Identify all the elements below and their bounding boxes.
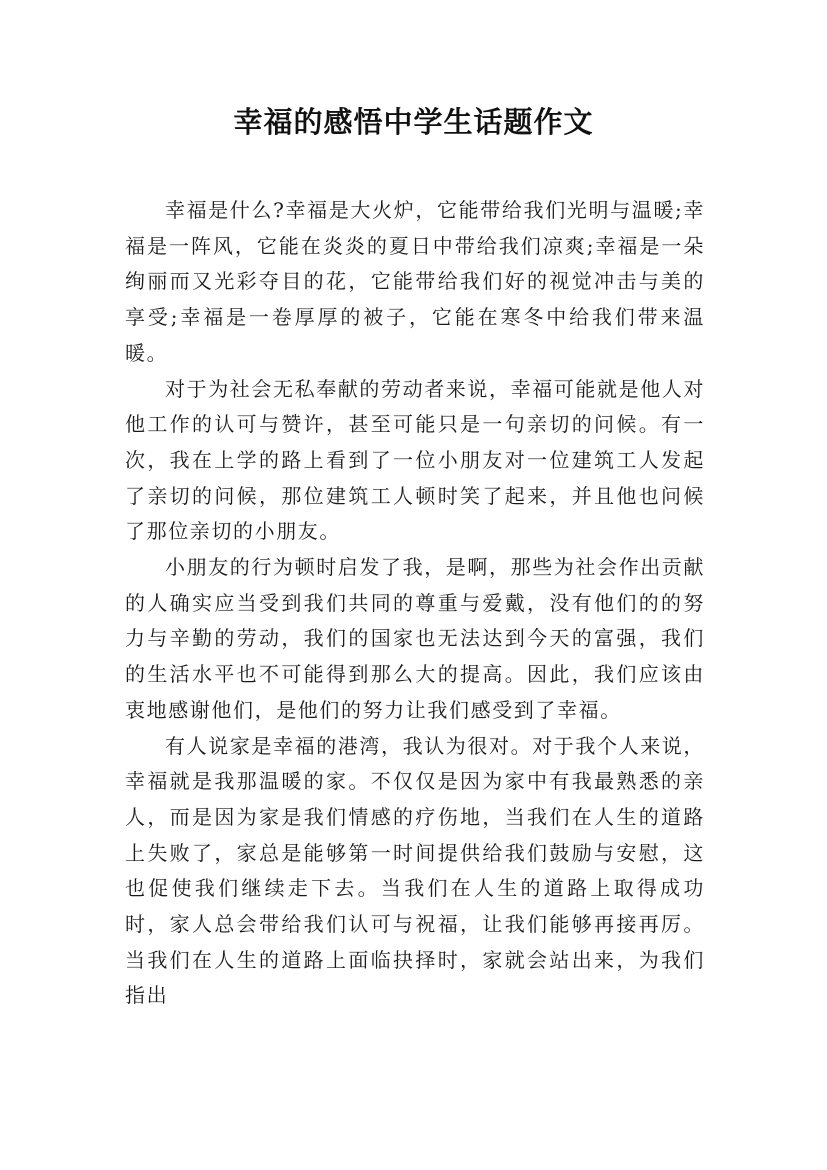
paragraph-1: 幸福是什么?幸福是大火炉，它能带给我们光明与温暖;幸福是一阵风，它能在炎炎的夏日中带给我们凉爽;幸福是一朵绚丽而又光彩夺目的花，它能带给我们好的视觉冲击与美的享受;幸福是一卷厚厚的被子，它能在寒冬中给我们带来温暖。	[125, 198, 705, 365]
essay-title: 幸福的感悟中学生话题作文	[233, 105, 594, 139]
paragraph-2: 对于为社会无私奉献的劳动者来说，幸福可能就是他人对他工作的认可与赞许，甚至可能只是一句亲切的问候。有一次，我在上学的路上看到了一位小朋友对一位建筑工人发起了亲切的问候，那位建筑工人顿时笑了起来，并且他也问候了那位亲切的小朋友。	[125, 376, 705, 544]
paragraph-4: 有人说家是幸福的港湾，我认为很对。对于我个人来说，幸福就是我那温暖的家。不仅仅是因为家中有我最熟悉的亲人，而是因为家是我们情感的疗伤地，当我们在人生的道路上失败了，家总是能够第一时间提供给我们鼓励与安慰，这也促使我们继续走下去。当我们在人生的道路上取得成功时，家人总会带给我们认可与祝福，让我们能够再接再厉。当我们在人生的道路上面临抉择时，家就会站出来，为我们指出	[125, 733, 705, 1008]
essay-body	[125, 193, 705, 1014]
paragraph-3: 小朋友的行为顿时启发了我，是啊，那些为社会作出贡献的人确实应当受到我们共同的尊重与爱戴，没有他们的的努力与辛勤的劳动，我们的国家也无法达到今天的富强，我们的生活水平也不可能得到那么大的提高。因此，我们应该由衷地感谢他们，是他们的努力让我们感受到了幸福。	[125, 555, 705, 722]
